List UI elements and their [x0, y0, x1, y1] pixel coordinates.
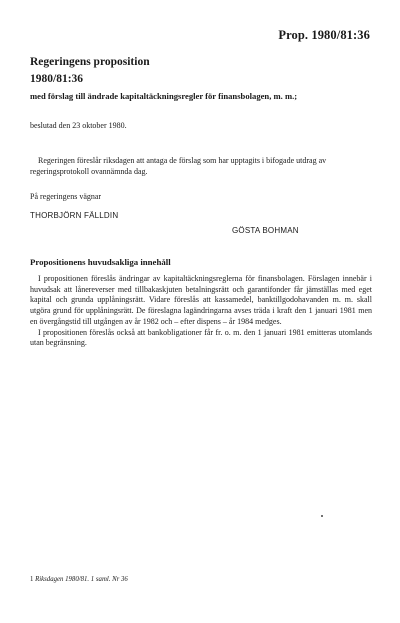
summary-paragraph: I propositionen föreslås ändringar av kapitaltäckningsreglerna för finansbolagen. Förslagen innebär i huvudsak att lånereverser med tillbakaskjuten betalningsrätt och garantifonder får jämställas med eget kapital och grunda upplåningsrätt. Vidare föreslås att kassamedel, banktillgodohavanden m. m. skall utgöra grund för upplåningsrätt. De föreslagna lagändringarna avses träda i kraft den 1 januari 1981 men en övergångstid till utgången av år 1982 och – efter dispens – år 1984 medges. — [30, 274, 372, 326]
footer-citation: Riksdagen 1980/81. 1 saml. Nr 36 — [35, 576, 128, 583]
signature-prime-minister: THORBJÖRN FÄLLDIN — [30, 211, 119, 220]
decision-date: beslutad den 23 oktober 1980. — [30, 121, 127, 130]
document-title: Regeringens proposition — [30, 56, 150, 68]
footer-page-number: 1 — [30, 576, 34, 583]
on-behalf-line: På regeringens vägnar — [30, 192, 102, 201]
summary-paragraph: I propositionen föreslås också att bankobligationer får fr. o. m. den 1 januari 1981 emitteras utomlands utan begränsning. — [30, 327, 372, 348]
summary-body — [30, 274, 372, 349]
document-number: 1980/81:36 — [30, 73, 84, 85]
page-footer — [30, 576, 128, 583]
signature-minister: GÖSTA BOHMAN — [232, 226, 299, 235]
summary-heading: Propositionens huvudsakliga innehåll — [30, 257, 171, 267]
document-subject: med förslag till ändrade kapitaltäckningsregler för finansbolagen, m. m.; — [30, 91, 298, 101]
proposition-number: Prop. 1980/81:36 — [278, 28, 370, 42]
intro-paragraph: Regeringen föreslår riksdagen att antaga de förslag som har upptagits i bifogade utdrag av regeringsprotokoll ovannämnda dag. — [30, 156, 327, 176]
scan-speck — [321, 515, 323, 517]
